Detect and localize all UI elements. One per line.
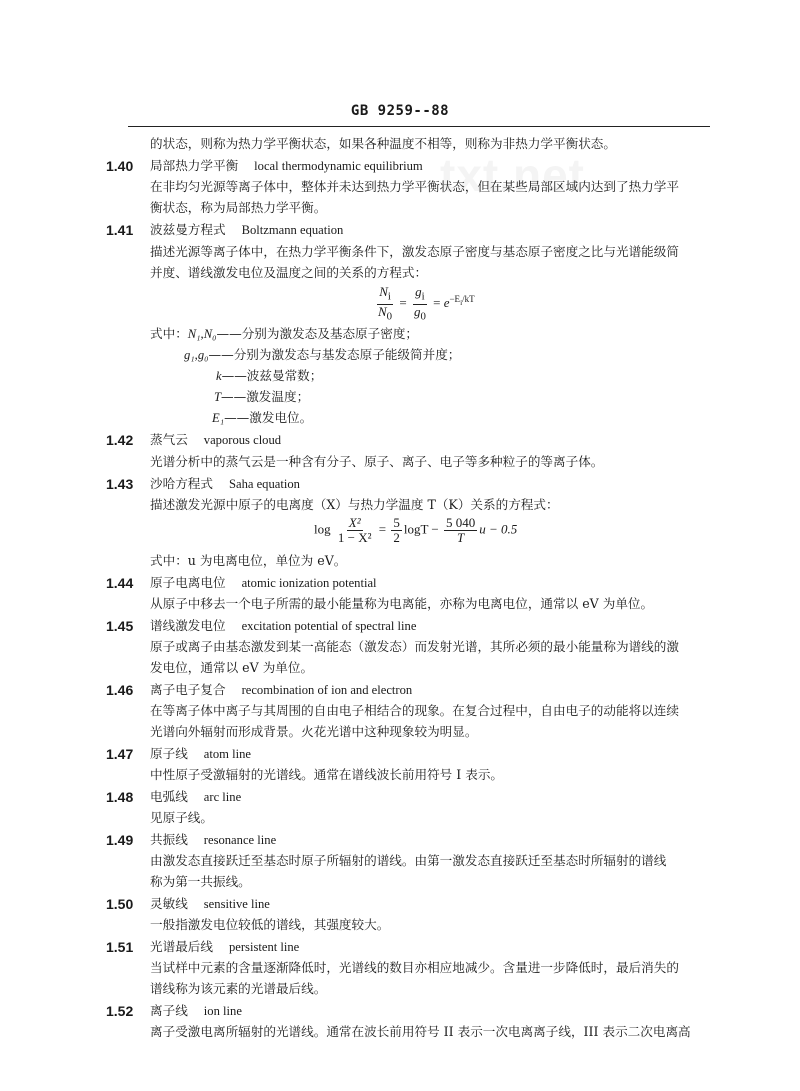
term-number: 1.52 bbox=[106, 1003, 134, 1019]
definition-line: 见原子线。 bbox=[150, 810, 213, 825]
term-title bbox=[150, 432, 281, 448]
term-title bbox=[150, 1003, 242, 1019]
term-en: recombination of ion and electron bbox=[241, 683, 413, 697]
term-zh: 灵敏线 bbox=[150, 896, 188, 911]
definition-line: 发电位，通常以 eV 为单位。 bbox=[150, 660, 314, 675]
term-number: 1.48 bbox=[106, 789, 134, 805]
term-zh: 谱线激发电位 bbox=[150, 618, 226, 633]
fraction: $\frac{5}{2}$ bbox=[393, 515, 400, 545]
definition-line: 在等离子体中离子与其周围的自由电子相结合的现象。在复合过程中，自由电子的动能将以连续 bbox=[150, 703, 679, 718]
term-en: ion line bbox=[203, 1004, 242, 1018]
term-zh: 局部热力学平衡 bbox=[150, 158, 239, 173]
term-en: local thermodynamic equilibrium bbox=[254, 159, 423, 173]
term-title bbox=[150, 746, 251, 762]
standard-number-header: GB 9259--88 bbox=[350, 103, 450, 119]
fraction: $\frac{N_i}{N_0}$ bbox=[378, 284, 393, 323]
symbol-definition: T——激发温度； bbox=[214, 389, 310, 404]
definition-line: 从原子中移去一个电子所需的最小能量称为电离能，亦称为电离电位，通常以 eV 为单位。 bbox=[150, 596, 654, 611]
term-title bbox=[150, 476, 300, 492]
term-zh: 原子电离电位 bbox=[150, 575, 226, 590]
fraction: $\frac{\text{X²}}{\text{1 − X²}}$ bbox=[337, 515, 372, 545]
symbol-definition: 式中：N₁,N₀——分别为激发态及基态原子密度； bbox=[150, 326, 418, 341]
definition-line: 式中：u 为电离电位，单位为 eV。 bbox=[150, 553, 347, 568]
intro-line: 的状态，则称为热力学平衡状态，如果各种温度不相等，则称为非热力学平衡状态。 bbox=[150, 136, 616, 151]
term-en: Boltzmann equation bbox=[241, 223, 344, 237]
term-en: atomic ionization potential bbox=[241, 576, 377, 590]
term-title bbox=[150, 789, 241, 805]
term-number: 1.47 bbox=[106, 746, 134, 762]
term-title bbox=[150, 682, 412, 698]
header-rule bbox=[128, 126, 710, 127]
definition-line: 一般指激发电位较低的谱线，其强度较大。 bbox=[150, 917, 390, 932]
term-title bbox=[150, 575, 377, 591]
term-number: 1.42 bbox=[106, 432, 134, 448]
term-zh: 共振线 bbox=[150, 832, 188, 847]
saha-formula: log $\frac{\text{X²}}{\text{1 − X²}}$ = $\frac{5}{2}$ logT − $\frac{5 040}{T}$ u − 0.5 bbox=[314, 515, 518, 545]
definition-line: 描述光源等离子体中，在热力学平衡条件下，激发态原子密度与基态原子密度之比与光谱能级简 bbox=[150, 244, 679, 259]
definition-line: 并度、谱线激发电位及温度之间的关系的方程式： bbox=[150, 265, 428, 280]
symbol-definition: E₁——激发电位。 bbox=[212, 410, 313, 425]
definition-line: 光谱向外辐射而形成背景。火花光谱中这种现象较为明显。 bbox=[150, 724, 478, 739]
term-en: sensitive line bbox=[203, 897, 270, 911]
term-number: 1.51 bbox=[106, 939, 134, 955]
definition-line: 原子或离子由基态激发到某一高能态（激发态）而发射光谱，其所必须的最小能量称为谱线的激 bbox=[150, 639, 679, 654]
term-number: 1.49 bbox=[106, 832, 134, 848]
term-zh: 离子线 bbox=[150, 1003, 188, 1018]
term-number: 1.41 bbox=[106, 222, 134, 238]
fraction: $\frac{5 040}{T}$ bbox=[446, 515, 476, 545]
term-number: 1.50 bbox=[106, 896, 134, 912]
term-number: 1.45 bbox=[106, 618, 134, 634]
term-title bbox=[150, 618, 416, 634]
term-zh: 蒸气云 bbox=[150, 432, 188, 447]
term-number: 1.44 bbox=[106, 575, 134, 591]
term-number: 1.46 bbox=[106, 682, 134, 698]
definition-line: 由激发态直接跃迁至基态时原子所辐射的谱线。由第一激发态直接跃迁至基态时所辐射的谱线 bbox=[150, 853, 667, 868]
term-title bbox=[150, 222, 343, 238]
term-zh: 离子电子复合 bbox=[150, 682, 226, 697]
term-en: vaporous cloud bbox=[203, 433, 282, 447]
watermark: txt.net bbox=[440, 149, 585, 201]
definition-line: 描述激发光源中原子的电离度（X）与热力学温度 T（K）关系的方程式： bbox=[150, 497, 559, 512]
fraction: $\frac{g_i}{g_0}$ bbox=[413, 284, 426, 323]
term-en: Saha equation bbox=[228, 477, 300, 491]
definition-line: 当试样中元素的含量逐渐降低时，光谱线的数目亦相应地减少。含量进一步降低时，最后消失的 bbox=[150, 960, 679, 975]
term-title bbox=[150, 939, 299, 955]
term-en: resonance line bbox=[203, 833, 277, 847]
term-en: arc line bbox=[203, 790, 242, 804]
definition-line: 衡状态，称为局部热力学平衡。 bbox=[150, 200, 327, 215]
definition-line: 光谱分析中的蒸气云是一种含有分子、原子、离子、电子等多种粒子的等离子体。 bbox=[150, 454, 604, 469]
term-en: excitation potential of spectral line bbox=[241, 619, 417, 633]
term-title bbox=[150, 832, 276, 848]
term-zh: 波兹曼方程式 bbox=[150, 222, 226, 237]
term-en: persistent line bbox=[228, 940, 300, 954]
definition-line: 在非均匀光源等离子体中，整体并未达到热力学平衡状态，但在某些局部区域内达到了热力学平 bbox=[150, 179, 679, 194]
definition-line: 离子受激电离所辐射的光谱线。通常在波长前用符号 II 表示一次电离离子线，III 表示二次电离高 bbox=[150, 1024, 691, 1039]
boltzmann-formula: $\frac{N_i}{N_0}$ = $\frac{g_i}{g_0}$ = $e^{-E_i/kT}$ bbox=[378, 284, 475, 323]
term-title bbox=[150, 896, 270, 912]
definition-line: 中性原子受激辐射的光谱线。通常在谱线波长前用符号 I 表示。 bbox=[150, 767, 504, 782]
definition-line: 称为第一共振线。 bbox=[150, 874, 251, 889]
term-zh: 沙哈方程式 bbox=[150, 476, 213, 491]
symbol-definition: g₁,g₀——分别为激发态与基发态原子能级简并度； bbox=[184, 347, 461, 362]
term-zh: 光谱最后线 bbox=[150, 939, 213, 954]
term-en: atom line bbox=[203, 747, 251, 761]
term-zh: 原子线 bbox=[150, 746, 188, 761]
term-zh: 电弧线 bbox=[150, 789, 188, 804]
symbol-definition: k——波兹曼常数； bbox=[216, 368, 323, 383]
term-title bbox=[150, 158, 423, 174]
term-number: 1.40 bbox=[106, 158, 134, 174]
definition-line: 谱线称为该元素的光谱最后线。 bbox=[150, 981, 327, 996]
term-number: 1.43 bbox=[106, 476, 134, 492]
